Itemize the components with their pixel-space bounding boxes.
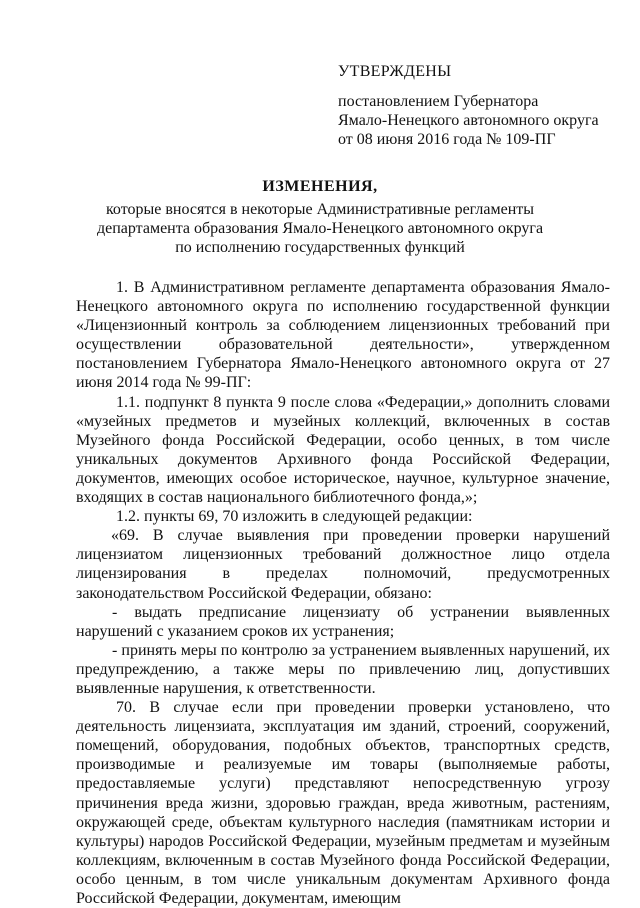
approval-heading: УТВЕРЖДЕНЫ	[338, 63, 452, 80]
paragraph: 1.2. пункты 69, 70 изложить в следующей редакции:	[116, 508, 473, 526]
document-title	[60, 177, 580, 257]
approval-line: постановлением Губернатора	[338, 93, 539, 110]
title-line: которые вносятся в некоторые Административные регламенты	[105, 201, 535, 218]
approval-line: от 08 июня 2016 года № 109-ПГ	[338, 131, 556, 148]
title-line: департамента образования Ямало-Ненецкого автономного округа	[96, 220, 544, 237]
paragraph: 1.1. подпункт 8 пункта 9 после слова «Федерации,» дополнить словами «музейных предметов и музейных коллекций, включенных в состав Музейного фонда Российской Федерации, особо ценных, в том числе уникальных документов Архивного фонда Российской Федерации, документов, имеющих особое историческое, научное, культурное значение, входящих в состав национального библиотечного фонда,»;	[76, 393, 610, 507]
paragraph: 1. В Административном регламенте департамента образования Ямало-Ненецкого автономного округа по исполнению государственной функции «Лицензионный контроль за соблюдением лицензионных требований при осуществлении образовательной деятельности», утвержденном постановлением Губернатора Ямало-Ненецкого автономного округа от 27 июня 2014 года № 99-ПГ:	[76, 279, 610, 392]
title-line: по исполнению государственных функций	[175, 239, 465, 256]
title-heading: ИЗМЕНЕНИЯ,	[262, 178, 378, 195]
paragraph: - принять меры по контролю за устранением выявленных нарушений, их предупреждению, а также меры по привлечению лиц, допустивших выявленные нарушения, к ответственности.	[76, 641, 610, 697]
paragraph: 70. В случае если при проведении проверки установлено, что деятельность лицензиата, эксплуатация им зданий, строений, сооружений, помещений, оборудования, подобных объектов, транспортных средств, производимые и реализуемые им товары (выполняемые работы, предоставляемые услуги) представляют непосредственную угрозу причинения вреда жизни, здоровью граждан, вреда животным, растениям, окружающей среде, объектам культурного наследия (памятникам истории и культуры) народов Российской Федерации, музейным предметам и музейным коллекциям, включенным в состав Музейного фонда Российской Федерации, особо ценным, в том числе уникальным документам Архивного фонда Российской Федерации, документам, имеющим	[76, 699, 610, 907]
document-body	[76, 278, 610, 908]
paragraph: «69. В случае выявления при проведении проверки нарушений лицензиатом лицензионных требований должностное лицо отдела лицензирования в пределах полномочий, предусмотренных законодательством Российской Федерации, обязано:	[76, 527, 610, 602]
approval-line: Ямало-Ненецкого автономного округа	[338, 112, 599, 129]
paragraph: - выдать предписание лицензиату об устранении выявленных нарушений с указанием сроков их устранения;	[76, 603, 610, 640]
approval-stamp	[338, 62, 599, 149]
